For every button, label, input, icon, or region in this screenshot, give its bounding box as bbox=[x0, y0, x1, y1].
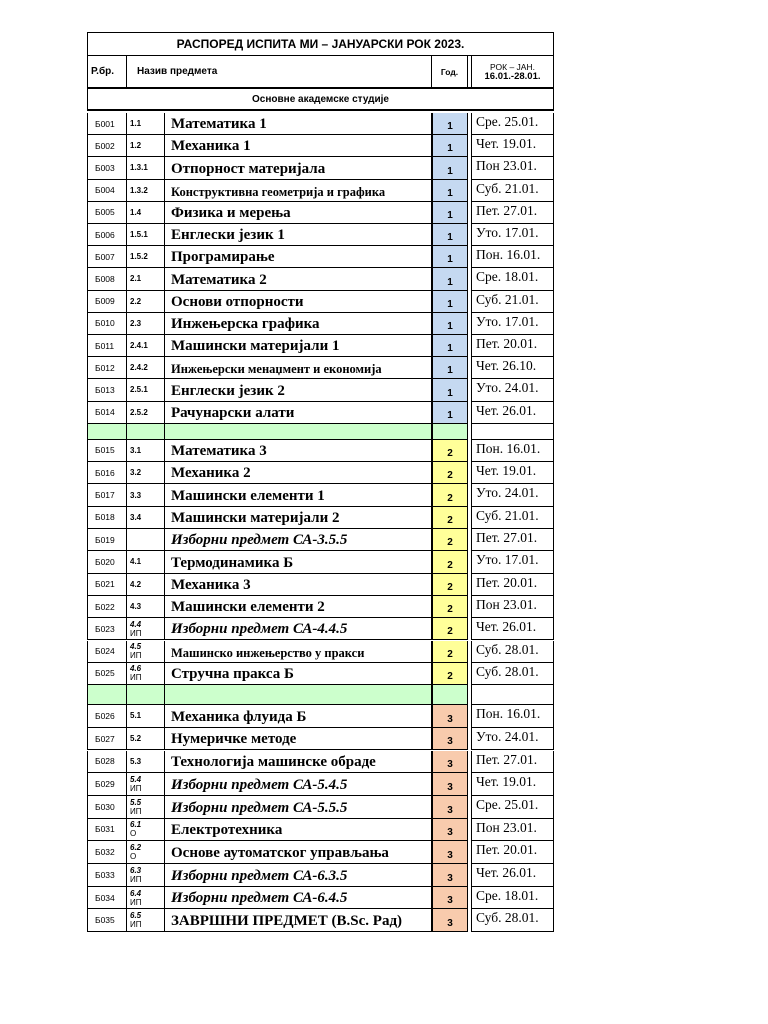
exam-date: Уто. 24.01. bbox=[472, 379, 554, 401]
subject-number bbox=[127, 529, 165, 551]
table-row bbox=[87, 751, 554, 774]
subject-number-main: 5.4 bbox=[130, 775, 142, 785]
subject-number bbox=[127, 551, 165, 573]
subject-name: Машинско инжењерство у пракси bbox=[165, 641, 432, 663]
subject-name: Конструктивна геометрија и графика bbox=[165, 180, 432, 202]
study-year: 1 bbox=[432, 268, 468, 290]
exam-date: Уто. 17.01. bbox=[472, 551, 554, 573]
table-row bbox=[87, 113, 554, 135]
subject-name: Изборни предмет СА-4.4.5 bbox=[165, 618, 432, 640]
exam-date: Пон. 16.01. bbox=[472, 705, 554, 728]
header-subject: Назив предмета bbox=[127, 56, 432, 89]
exam-date: Чет. 26.01. bbox=[472, 402, 554, 424]
separator-cell bbox=[127, 424, 165, 440]
exam-date: Пон. 16.01. bbox=[472, 440, 554, 462]
exam-date: Уто. 24.01. bbox=[472, 728, 554, 751]
table-row bbox=[87, 618, 554, 640]
subject-name: Термодинамика Б bbox=[165, 551, 432, 573]
subject-number-tag: ИП bbox=[130, 651, 142, 661]
subject-number bbox=[127, 379, 165, 401]
subject-number-tag: ИП bbox=[130, 673, 142, 683]
subject-name: Математика 2 bbox=[165, 268, 432, 290]
subject-number bbox=[127, 268, 165, 290]
subject-number bbox=[127, 705, 165, 728]
exam-date: Суб. 21.01. bbox=[472, 180, 554, 202]
subject-name: Основе аутоматског управљања bbox=[165, 841, 432, 864]
exam-date: Суб. 21.01. bbox=[472, 507, 554, 529]
subject-name: Енглески језик 1 bbox=[165, 224, 432, 246]
subject-number-main: 5.5 bbox=[130, 797, 142, 807]
separator-cell bbox=[87, 685, 127, 705]
table-title: РАСПОРЕД ИСПИТА МИ – ЈАНУАРСКИ РОК 2023. bbox=[87, 32, 554, 56]
exam-date: Чет. 19.01. bbox=[472, 773, 554, 796]
study-year: 1 bbox=[432, 113, 468, 135]
subject-name: Механика 2 bbox=[165, 462, 432, 484]
study-year: 1 bbox=[432, 335, 468, 357]
subject-number-main: 6.2 bbox=[130, 843, 142, 853]
exam-code: Б032 bbox=[87, 841, 127, 864]
study-year: 3 bbox=[432, 773, 468, 796]
year-separator-row bbox=[87, 424, 554, 440]
subject-number bbox=[127, 841, 165, 864]
subject-number-main: 4.4 bbox=[130, 619, 142, 629]
exam-date: Пет. 20.01. bbox=[472, 335, 554, 357]
table-row bbox=[87, 507, 554, 529]
subject-name: Стручна пракса Б bbox=[165, 663, 432, 685]
exam-date: Пет. 20.01. bbox=[472, 574, 554, 596]
study-year: 1 bbox=[432, 180, 468, 202]
exam-date: Сре. 18.01. bbox=[472, 887, 554, 910]
exam-date: Пон 23.01. bbox=[472, 596, 554, 618]
study-year: 2 bbox=[432, 574, 468, 596]
exam-code: Б015 bbox=[87, 440, 127, 462]
subject-name: Изборни предмет СА-5.4.5 bbox=[165, 773, 432, 796]
study-year: 3 bbox=[432, 796, 468, 819]
table-row bbox=[87, 864, 554, 887]
subject-name: Машински материјали 2 bbox=[165, 507, 432, 529]
subject-name: Изборни предмет СА-6.4.5 bbox=[165, 887, 432, 910]
subject-number bbox=[127, 335, 165, 357]
subject-name: ЗАВРШНИ ПРЕДМЕТ (B.Sc. Рад) bbox=[165, 909, 432, 932]
exam-code: Б002 bbox=[87, 135, 127, 157]
study-year: 2 bbox=[432, 529, 468, 551]
table-row bbox=[87, 796, 554, 819]
exam-code: Б020 bbox=[87, 551, 127, 573]
exam-date: Пет. 20.01. bbox=[472, 841, 554, 864]
table-row bbox=[87, 313, 554, 335]
subject-number bbox=[127, 291, 165, 313]
table-row bbox=[87, 909, 554, 932]
subject-number bbox=[127, 507, 165, 529]
subject-number bbox=[127, 180, 165, 202]
table-row bbox=[87, 641, 554, 663]
study-year: 2 bbox=[432, 596, 468, 618]
table-row bbox=[87, 529, 554, 551]
subject-number-main: 4.2 bbox=[130, 579, 142, 589]
exam-code: Б034 bbox=[87, 887, 127, 910]
table-row bbox=[87, 596, 554, 618]
subject-name: Физика и мерења bbox=[165, 202, 432, 224]
exam-code: Б010 bbox=[87, 313, 127, 335]
subject-name: Електротехника bbox=[165, 819, 432, 842]
subject-name: Математика 1 bbox=[165, 113, 432, 135]
year-separator-row bbox=[87, 685, 554, 705]
subject-number-main: 2.1 bbox=[130, 274, 142, 284]
study-year: 2 bbox=[432, 551, 468, 573]
exam-date: Чет. 26.01. bbox=[472, 864, 554, 887]
subject-number-tag: ИП bbox=[130, 784, 142, 794]
exam-code: Б023 bbox=[87, 618, 127, 640]
subject-number bbox=[127, 484, 165, 506]
study-year: 2 bbox=[432, 618, 468, 640]
study-year: 3 bbox=[432, 728, 468, 751]
exam-code: Б001 bbox=[87, 113, 127, 135]
subject-name: Инжењерски менаџмент и економија bbox=[165, 357, 432, 379]
header-year: Год. bbox=[432, 56, 468, 89]
study-year: 3 bbox=[432, 909, 468, 932]
subject-number-tag: О bbox=[130, 852, 137, 862]
subject-number-main: 1.3.1 bbox=[130, 163, 148, 173]
study-year: 3 bbox=[432, 751, 468, 774]
section-title: Основне академске студије bbox=[87, 89, 554, 111]
study-year: 2 bbox=[432, 507, 468, 529]
subject-number-main: 6.5 bbox=[130, 911, 142, 921]
table-row bbox=[87, 819, 554, 842]
separator-cell bbox=[165, 424, 432, 440]
subject-number bbox=[127, 909, 165, 932]
exam-code: Б021 bbox=[87, 574, 127, 596]
separator-cell bbox=[432, 685, 468, 705]
table-row bbox=[87, 773, 554, 796]
subject-number bbox=[127, 887, 165, 910]
subject-number-main: 2.2 bbox=[130, 296, 142, 306]
exam-date: Суб. 28.01. bbox=[472, 663, 554, 685]
subject-number-main: 1.1 bbox=[130, 119, 142, 129]
subject-number-main: 4.3 bbox=[130, 602, 142, 612]
study-year: 3 bbox=[432, 705, 468, 728]
study-year: 3 bbox=[432, 864, 468, 887]
exam-date: Чет. 19.01. bbox=[472, 462, 554, 484]
subject-name: Машински материјали 1 bbox=[165, 335, 432, 357]
header-term bbox=[472, 56, 554, 89]
table-row bbox=[87, 246, 554, 268]
exam-code: Б027 bbox=[87, 728, 127, 751]
subject-number-main: 3.3 bbox=[130, 490, 142, 500]
subject-number-main: 2.4.2 bbox=[130, 363, 148, 373]
subject-number-main: 5.2 bbox=[130, 734, 142, 744]
subject-number-main: 1.5.2 bbox=[130, 252, 148, 262]
subject-number-main: 4.5 bbox=[130, 642, 142, 652]
exam-code: Б024 bbox=[87, 641, 127, 663]
subject-number bbox=[127, 402, 165, 424]
subject-number bbox=[127, 462, 165, 484]
subject-name: Основи отпорности bbox=[165, 291, 432, 313]
exam-date: Пет. 27.01. bbox=[472, 202, 554, 224]
subject-name: Изборни предмет СА-3.5.5 bbox=[165, 529, 432, 551]
table-row bbox=[87, 663, 554, 685]
exam-date: Пон 23.01. bbox=[472, 819, 554, 842]
subject-number-main: 2.4.1 bbox=[130, 341, 148, 351]
table-row bbox=[87, 841, 554, 864]
subject-number bbox=[127, 224, 165, 246]
subject-number bbox=[127, 246, 165, 268]
subject-name: Рачунарски алати bbox=[165, 402, 432, 424]
exam-date: Сре. 18.01. bbox=[472, 268, 554, 290]
exam-code: Б028 bbox=[87, 751, 127, 774]
header-term-line2: 16.01.-28.01. bbox=[484, 70, 541, 82]
subject-number-main: 4.6 bbox=[130, 664, 142, 674]
subject-number bbox=[127, 357, 165, 379]
subject-name: Енглески језик 2 bbox=[165, 379, 432, 401]
exam-date: Чет. 26.01. bbox=[472, 618, 554, 640]
subject-number-main: 1.5.1 bbox=[130, 230, 148, 240]
study-year: 3 bbox=[432, 819, 468, 842]
subject-number-main: 2.5.2 bbox=[130, 407, 148, 417]
exam-code: Б003 bbox=[87, 157, 127, 179]
exam-code: Б031 bbox=[87, 819, 127, 842]
subject-number bbox=[127, 864, 165, 887]
table-row bbox=[87, 402, 554, 424]
separator-cell bbox=[472, 685, 554, 705]
study-year: 2 bbox=[432, 462, 468, 484]
subject-name: Отпорност материјала bbox=[165, 157, 432, 179]
study-year: 1 bbox=[432, 224, 468, 246]
study-year: 1 bbox=[432, 402, 468, 424]
subject-name: Математика 3 bbox=[165, 440, 432, 462]
separator-cell bbox=[87, 424, 127, 440]
subject-number-tag: ИП bbox=[130, 897, 142, 907]
exam-code: Б011 bbox=[87, 335, 127, 357]
subject-name: Изборни предмет СА-5.5.5 bbox=[165, 796, 432, 819]
table-row bbox=[87, 180, 554, 202]
subject-number bbox=[127, 641, 165, 663]
table-row bbox=[87, 551, 554, 573]
exam-code: Б007 bbox=[87, 246, 127, 268]
exam-code: Б019 bbox=[87, 529, 127, 551]
subject-number-main: 1.4 bbox=[130, 207, 142, 217]
study-year: 1 bbox=[432, 291, 468, 313]
subject-number bbox=[127, 796, 165, 819]
study-year: 1 bbox=[432, 246, 468, 268]
separator-cell bbox=[127, 685, 165, 705]
subject-name: Машински елементи 2 bbox=[165, 596, 432, 618]
subject-number-main: 1.2 bbox=[130, 141, 142, 151]
subject-number-main: 1.3.2 bbox=[130, 185, 148, 195]
exam-date: Уто. 17.01. bbox=[472, 224, 554, 246]
subject-number bbox=[127, 773, 165, 796]
subject-number bbox=[127, 202, 165, 224]
exam-code: Б026 bbox=[87, 705, 127, 728]
study-year: 1 bbox=[432, 157, 468, 179]
exam-code: Б004 bbox=[87, 180, 127, 202]
subject-number bbox=[127, 313, 165, 335]
exam-code: Б005 bbox=[87, 202, 127, 224]
exam-code: Б016 bbox=[87, 462, 127, 484]
subject-number-tag: ИП bbox=[130, 920, 142, 930]
table-row bbox=[87, 268, 554, 290]
table-row bbox=[87, 291, 554, 313]
subject-number-main: 6.3 bbox=[130, 865, 142, 875]
table-row bbox=[87, 202, 554, 224]
table-row bbox=[87, 440, 554, 462]
subject-name: Механика флуида Б bbox=[165, 705, 432, 728]
exam-date: Пет. 27.01. bbox=[472, 529, 554, 551]
subject-number-main: 4.1 bbox=[130, 557, 142, 567]
subject-number-main: 5.1 bbox=[130, 711, 142, 721]
study-year: 1 bbox=[432, 202, 468, 224]
subject-number-main: 6.1 bbox=[130, 820, 142, 830]
subject-number bbox=[127, 135, 165, 157]
subject-number-tag: ИП bbox=[130, 874, 142, 884]
study-year: 2 bbox=[432, 641, 468, 663]
exam-code: Б009 bbox=[87, 291, 127, 313]
subject-name: Механика 3 bbox=[165, 574, 432, 596]
subject-number-tag: ИП bbox=[130, 806, 142, 816]
table-row bbox=[87, 335, 554, 357]
subject-name: Инжењерска графика bbox=[165, 313, 432, 335]
subject-number-tag: О bbox=[130, 829, 137, 839]
exam-date: Уто. 17.01. bbox=[472, 313, 554, 335]
study-year: 2 bbox=[432, 440, 468, 462]
table-row bbox=[87, 157, 554, 179]
subject-name: Машински елементи 1 bbox=[165, 484, 432, 506]
exam-code: Б033 bbox=[87, 864, 127, 887]
exam-date: Чет. 19.01. bbox=[472, 135, 554, 157]
study-year: 3 bbox=[432, 887, 468, 910]
subject-name: Изборни предмет СА-6.3.5 bbox=[165, 864, 432, 887]
exam-date: Пон. 16.01. bbox=[472, 246, 554, 268]
exam-date: Суб. 28.01. bbox=[472, 909, 554, 932]
subject-number bbox=[127, 440, 165, 462]
subject-number bbox=[127, 574, 165, 596]
separator-cell bbox=[165, 685, 432, 705]
header-rbr: Р.бр. bbox=[87, 56, 127, 89]
table-row bbox=[87, 484, 554, 506]
exam-code: Б006 bbox=[87, 224, 127, 246]
exam-code: Б035 bbox=[87, 909, 127, 932]
exam-code: Б017 bbox=[87, 484, 127, 506]
study-year: 1 bbox=[432, 313, 468, 335]
subject-number bbox=[127, 113, 165, 135]
study-year: 1 bbox=[432, 357, 468, 379]
exam-code: Б012 bbox=[87, 357, 127, 379]
table-row bbox=[87, 357, 554, 379]
subject-name: Механика 1 bbox=[165, 135, 432, 157]
subject-number-main: 2.5.1 bbox=[130, 385, 148, 395]
exam-date: Пет. 27.01. bbox=[472, 751, 554, 774]
exam-code: Б025 bbox=[87, 663, 127, 685]
subject-number bbox=[127, 663, 165, 685]
study-year: 2 bbox=[432, 484, 468, 506]
exam-date: Сре. 25.01. bbox=[472, 113, 554, 135]
table-row bbox=[87, 705, 554, 728]
table-row bbox=[87, 379, 554, 401]
subject-number-main: 6.4 bbox=[130, 888, 142, 898]
exam-date: Уто. 24.01. bbox=[472, 484, 554, 506]
separator-cell bbox=[472, 424, 554, 440]
subject-name: Нумеричке методе bbox=[165, 728, 432, 751]
separator-cell bbox=[432, 424, 468, 440]
subject-number bbox=[127, 157, 165, 179]
exam-date: Суб. 21.01. bbox=[472, 291, 554, 313]
table-row bbox=[87, 135, 554, 157]
exam-code: Б014 bbox=[87, 402, 127, 424]
table-row bbox=[87, 462, 554, 484]
subject-number bbox=[127, 618, 165, 640]
exam-code: Б013 bbox=[87, 379, 127, 401]
subject-number-main: 2.3 bbox=[130, 318, 142, 328]
exam-code: Б018 bbox=[87, 507, 127, 529]
exam-code: Б030 bbox=[87, 796, 127, 819]
exam-date: Суб. 28.01. bbox=[472, 641, 554, 663]
exam-code: Б008 bbox=[87, 268, 127, 290]
table-row bbox=[87, 574, 554, 596]
table-header bbox=[87, 56, 554, 89]
subject-number bbox=[127, 596, 165, 618]
table-row bbox=[87, 887, 554, 910]
study-year: 3 bbox=[432, 841, 468, 864]
subject-number-main: 3.2 bbox=[130, 468, 142, 478]
study-year: 1 bbox=[432, 135, 468, 157]
subject-number-main: 3.4 bbox=[130, 512, 142, 522]
header-term-line1: РОК – ЈАН. bbox=[490, 61, 535, 72]
subject-number bbox=[127, 751, 165, 774]
study-year: 2 bbox=[432, 663, 468, 685]
exam-code: Б022 bbox=[87, 596, 127, 618]
table-row bbox=[87, 224, 554, 246]
study-year: 1 bbox=[432, 379, 468, 401]
exam-date: Сре. 25.01. bbox=[472, 796, 554, 819]
subject-number-main: 3.1 bbox=[130, 445, 142, 455]
subject-name: Програмирање bbox=[165, 246, 432, 268]
subject-number-tag: ИП bbox=[130, 628, 142, 638]
exam-code: Б029 bbox=[87, 773, 127, 796]
subject-number bbox=[127, 728, 165, 751]
table-row bbox=[87, 728, 554, 751]
exam-date: Чет. 26.10. bbox=[472, 357, 554, 379]
subject-number-main: 5.3 bbox=[130, 756, 142, 766]
subject-name: Технологија машинске обраде bbox=[165, 751, 432, 774]
subject-number bbox=[127, 819, 165, 842]
exam-date: Пон 23.01. bbox=[472, 157, 554, 179]
